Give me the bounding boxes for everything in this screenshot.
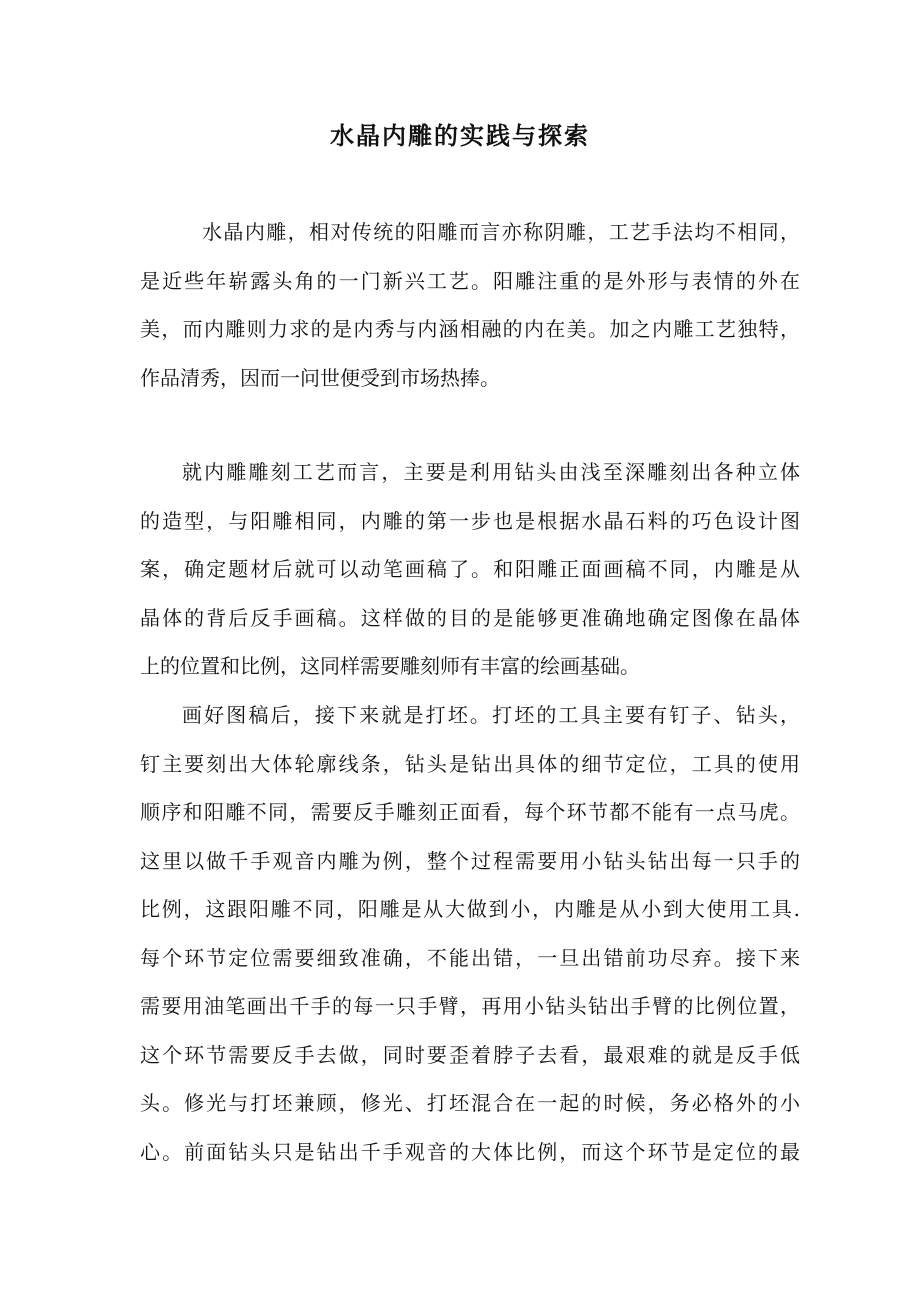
paragraph-line: 心。前面钻头只是钻出千手观音的大体比例，而这个环节是定位的最 [140, 1139, 800, 1164]
paragraph-line: 这里以做千手观音内雕为例，整个过程需要用小钻头钻出每一只手的 [140, 848, 800, 873]
paragraph-line: 作品清秀，因而一问世便受到市场热捧。 [140, 365, 500, 390]
paragraph-line: 水晶内雕，相对传统的阳雕而言亦称阴雕，工艺手法均不相同， [202, 220, 800, 244]
paragraph-line: 画好图稿后，接下来就是打坯。打坯的工具主要有钉子、钻头， [182, 703, 800, 727]
paragraph-line: 就内雕雕刻工艺而言，主要是利用钻头由浅至深雕刻出各种立体 [182, 460, 800, 484]
paragraph-line: 是近些年崭露头角的一门新兴工艺。阳雕注重的是外形与表情的外在 [140, 268, 800, 293]
paragraph-line: 顺序和阳雕不同，需要反手雕刻正面看，每个环节都不能有一点马虎。 [140, 800, 800, 824]
paragraph-1 [140, 208, 800, 402]
paragraph-line: 晶体的背后反手画稿。这样做的目的是能够更准确地确定图像在晶体 [140, 605, 800, 630]
paragraph-line: 美，而内雕则力求的是内秀与内涵相融的内在美。加之内雕工艺独特， [140, 317, 800, 341]
paragraph-line: 这个环节需要反手去做，同时要歪着脖子去看，最艰难的就是反手低 [140, 1042, 800, 1067]
paragraph-line: 案，确定题材后就可以动笔画稿了。和阳雕正面画稿不同，内雕是从 [140, 557, 800, 581]
paragraph-line: 头。修光与打坯兼顾，修光、打坯混合在一起的时候，务必格外的小 [140, 1091, 800, 1115]
paragraph-line: 需要用油笔画出千手的每一只手臂，再用小钻头钻出手臂的比例位置， [140, 994, 800, 1018]
paragraph-2 [140, 448, 800, 691]
paragraph-line: 的造型，与阳雕相同，内雕的第一步也是根据水晶石料的巧色设计图 [140, 508, 800, 533]
paragraph-line: 比例，这跟阳雕不同，阳雕是从大做到小，内雕是从小到大使用工具. [140, 897, 800, 921]
paragraph-line: 钉主要刻出大体轮廓线条，钻头是钻出具体的细节定位，工具的使用 [140, 751, 800, 776]
paragraph-3 [140, 691, 800, 1176]
paragraph-line: 上的位置和比例，这同样需要雕刻师有丰富的绘画基础。 [140, 654, 640, 678]
paragraph-line: 每个环节定位需要细致准确，不能出错，一旦出错前功尽弃。接下来 [140, 945, 800, 970]
document-title: 水晶内雕的实践与探索 [330, 121, 590, 150]
